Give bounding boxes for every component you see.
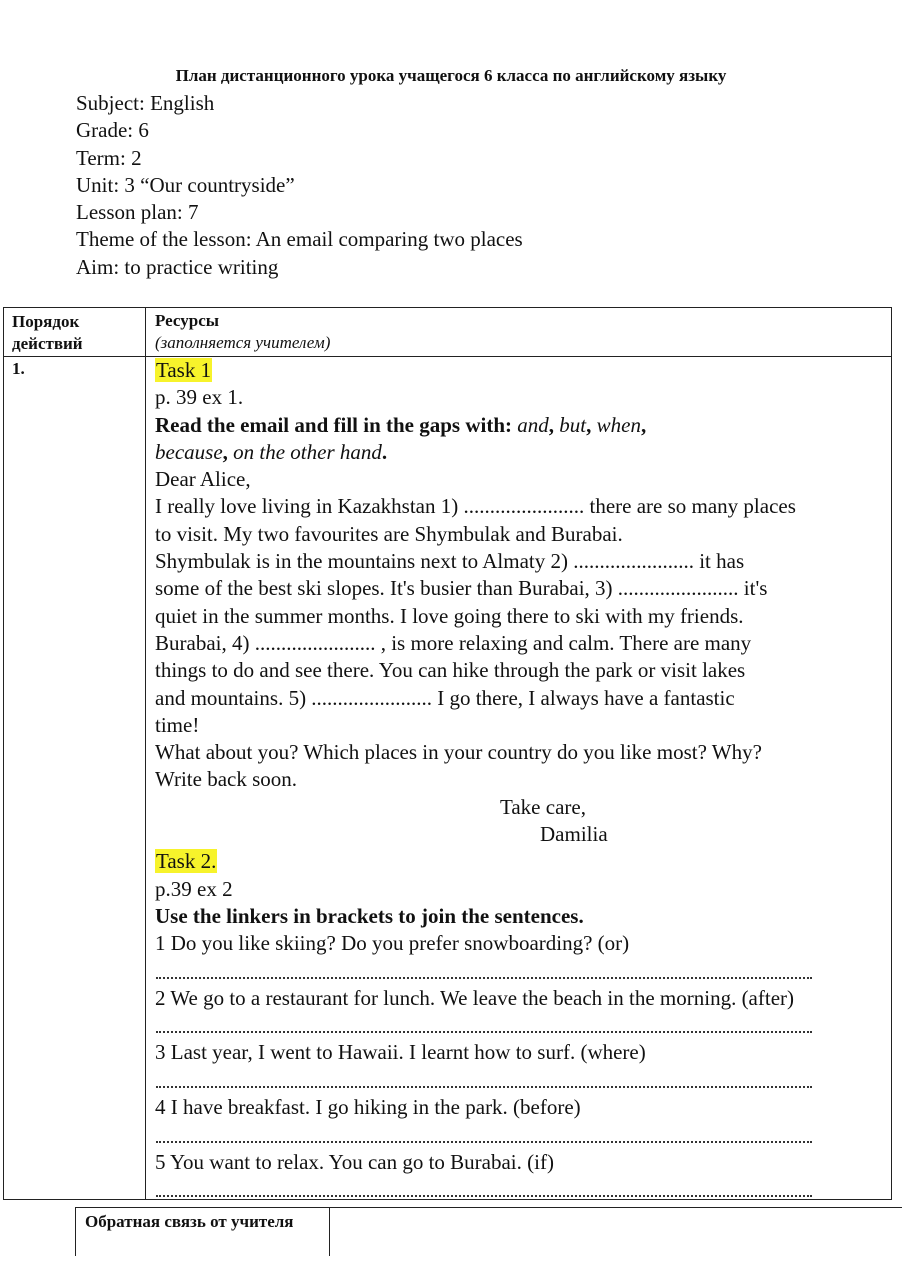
meta-subject: Subject: English xyxy=(76,91,215,115)
answer-line[interactable] xyxy=(155,1176,890,1203)
meta-unit: Unit: 3 “Our countryside” xyxy=(76,172,295,197)
exercise-item: 2 We go to a restaurant for lunch. We leave the beach in the morning. (after) xyxy=(155,985,795,1010)
exercise-item: 4 I have breakfast. I go hiking in the park. (before) xyxy=(155,1095,581,1120)
exercise-item: 1 Do you like skiing? Do you prefer snowboarding? (or) xyxy=(155,931,630,956)
email-line: time! xyxy=(155,712,200,737)
answer-line[interactable] xyxy=(155,958,890,985)
meta-lesson-plan: Lesson plan: 7 xyxy=(76,200,199,225)
task1-ref: p. 39 ex 1. xyxy=(155,385,244,410)
column-header-resources: Ресурсы (заполняется учителем) xyxy=(155,311,331,352)
resources-cell: Task 1 p. 39 ex 1. Read the email and fill in the gaps with: and, but, when, because, on the other hand. Dear Alice, I really love living in Kazakhstan 1) ....................... there are so many places to visit. My two favourites are Shymbulak and Burabai. Shymbulak is in the mountains next to Almaty 2) ....................... it has some of the best ski slopes. It's busier than Burabai, 3) ....................... it's quiet in the summer months. I love going there to ski with my friends. Burabai, 4) ....................... , is more relaxing and calm. There are many things to do and see there. You can hike through the park or visit lakes and mountains. 5) ....................... I go there, I always have a fantastic time! What about you? Which places in your country do you like most? Why? Write back soon. Take care, Damilia Task 2. p.39 ex 2 Use the linkers in brackets to join the sentences. 1 Do you like skiing? Do you prefer snowboarding? (or) 2 We go to a restaurant for lunch. We leave the beach in the morning. (after) 3 Last year, I went to Hawaii. I learnt how to surf. (where) 4 I have breakfast. I go hiking in the park. (before) 5 You want to relax. You can go to Burabai. (if) xyxy=(155,357,890,1203)
email-signoff: Take care, xyxy=(500,794,586,819)
column-divider xyxy=(145,308,146,1199)
email-line: things to do and see there. You can hike through the park or visit lakes xyxy=(155,658,746,683)
email-line: quiet in the summer months. I love going there to ski with my friends. xyxy=(155,603,744,628)
email-line: to visit. My two favourites are Shymbulak and Burabai. xyxy=(155,521,623,546)
email-line: and mountains. 5) ....................... I go there, I always have a fantastic xyxy=(155,685,735,710)
row-number: 1. xyxy=(12,359,25,378)
email-signature: Damilia xyxy=(540,822,608,847)
answer-line[interactable] xyxy=(155,1012,890,1039)
email-text xyxy=(155,466,890,848)
email-line: Shymbulak is in the mountains next to Almaty 2) ....................... it has xyxy=(155,549,745,574)
meta-aim: Aim: to practice writing xyxy=(76,254,279,279)
answer-line[interactable] xyxy=(155,1121,890,1148)
task2-ref: p.39 ex 2 xyxy=(155,876,233,901)
meta-term: Term: 2 xyxy=(76,145,142,170)
task2-label: Task 2. xyxy=(156,849,217,874)
feedback-divider xyxy=(329,1208,330,1256)
email-line: Write back soon. xyxy=(155,767,298,792)
email-line: What about you? Which places in your country do you like most? Why? xyxy=(155,740,762,765)
feedback-table xyxy=(75,1207,902,1256)
lesson-meta xyxy=(76,90,523,281)
answer-line[interactable] xyxy=(155,1067,890,1094)
exercise-item: 3 Last year, I went to Hawaii. I learnt how to surf. (where) xyxy=(155,1040,646,1065)
task2-instruction: Use the linkers in brackets to join the sentences. xyxy=(155,903,584,928)
meta-theme: Theme of the lesson: An email comparing two places xyxy=(76,227,523,252)
task1-instruction: Read the email and fill in the gaps with: and, but, when, xyxy=(155,412,647,437)
page-title: План дистанционного урока учащегося 6 класса по английскому языку xyxy=(175,66,727,85)
email-line: Dear Alice, xyxy=(155,467,251,492)
meta-grade: Grade: 6 xyxy=(76,118,149,143)
email-line: some of the best ski slopes. It's busier than Burabai, 3) ....................... it's xyxy=(155,576,768,601)
task1-label: Task 1 xyxy=(156,358,212,382)
lesson-table xyxy=(3,307,892,1200)
column-header-order: Порядок действий xyxy=(12,312,83,353)
email-line: I really love living in Kazakhstan 1) ....................... there are so many places xyxy=(155,494,796,519)
email-line: Burabai, 4) ....................... , is more relaxing and calm. There are many xyxy=(155,630,752,655)
exercise-item: 5 You want to relax. You can go to Burabai. (if) xyxy=(155,1149,554,1174)
feedback-label: Обратная связь от учителя xyxy=(85,1212,294,1231)
